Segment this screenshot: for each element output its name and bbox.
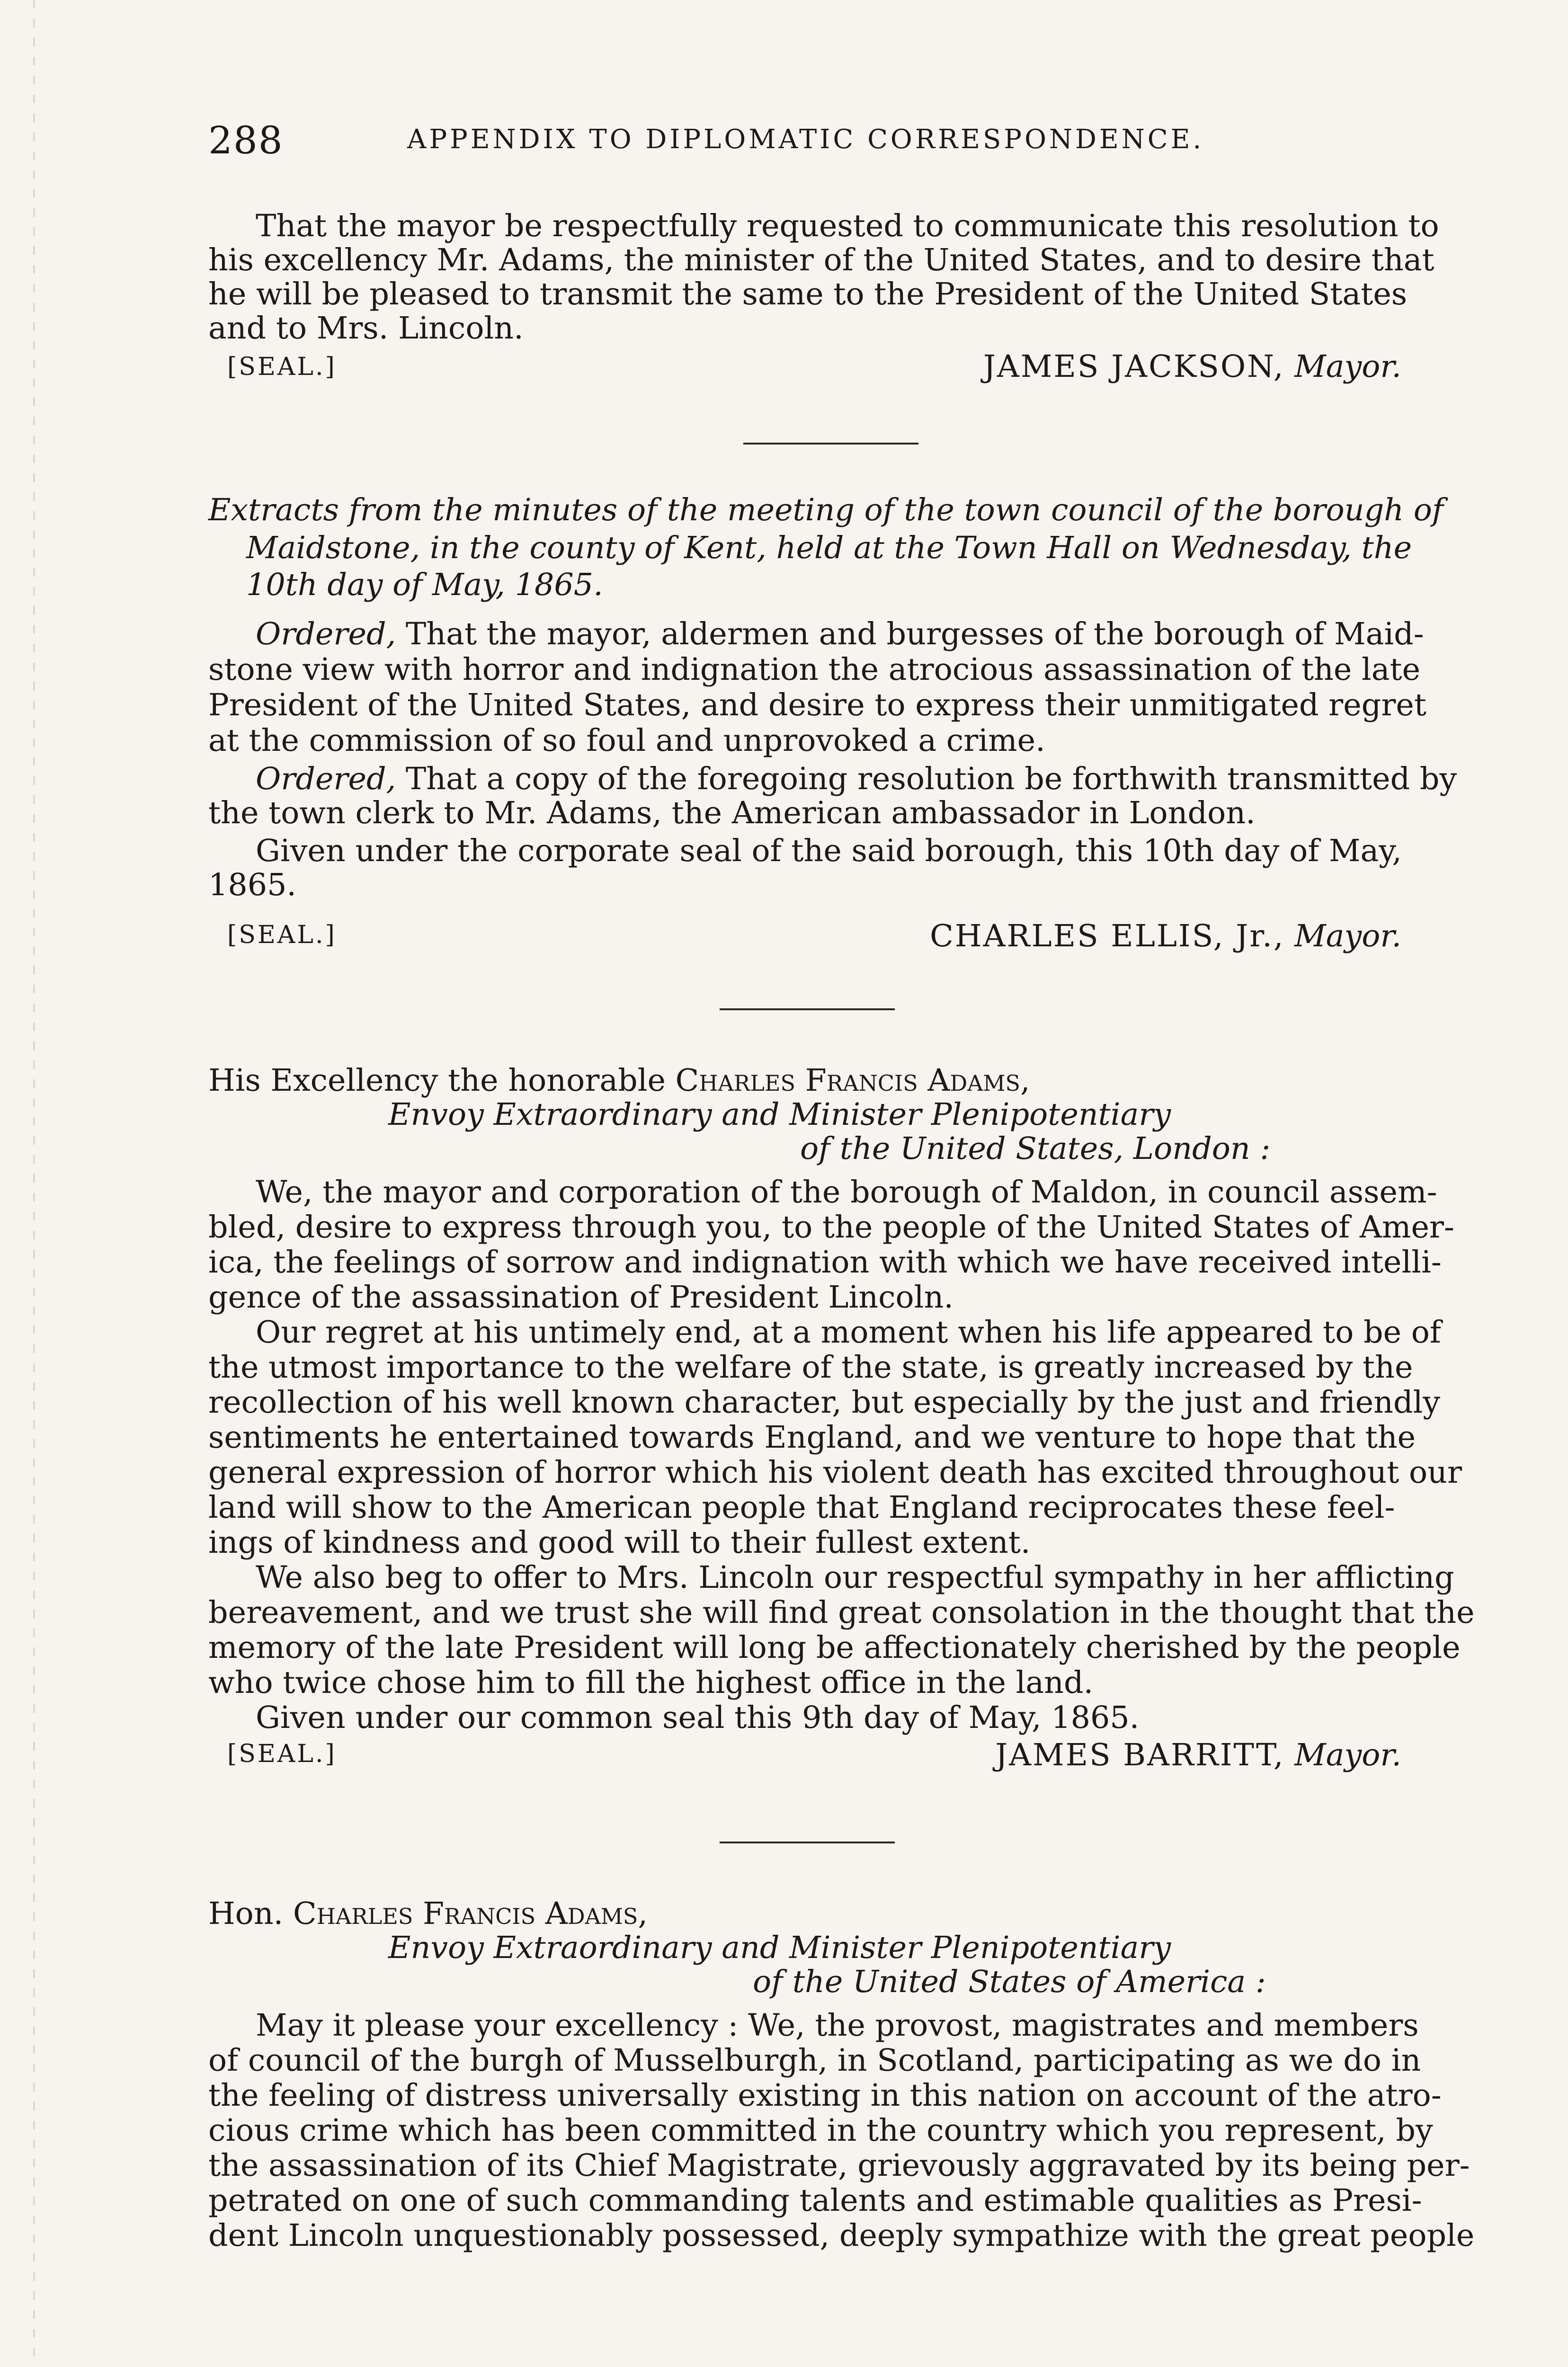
text-line: who twice chose him to fill the highest office in the land.	[208, 1665, 1094, 1700]
text-line: That the mayor be respectfully requested to communicate this resolution to	[256, 208, 1439, 244]
signature-title: Mayor.	[1294, 918, 1401, 954]
seal-mark: [SEAL.]	[227, 353, 337, 381]
signature	[983, 349, 1401, 384]
text-line: general expression of horror which his violent death has excited throughout our	[208, 1455, 1462, 1490]
text-line: petrated on one of such commanding talents and estimable qualities as Presi-	[208, 2183, 1422, 2218]
text-line: of council of the burgh of Musselburgh, in Scotland, participating as we do in	[208, 2043, 1421, 2078]
text-line: May it please your excellency : We, the provost, magistrates and members	[256, 2008, 1419, 2043]
running-head: APPENDIX TO DIPLOMATIC CORRESPONDENCE.	[407, 124, 1204, 155]
text-line: bereavement, and we trust she will find great consolation in the thought that the	[208, 1595, 1475, 1630]
address-prefix: His Excellency the honorable	[208, 1063, 676, 1098]
text-line: he will be pleased to transmit the same to the President of the United States	[208, 276, 1408, 312]
text-line: his excellency Mr. Adams, the minister of the United States, and to desire that	[208, 242, 1434, 278]
text-line: the feeling of distress universally existing in this nation on account of the atro-	[208, 2078, 1442, 2113]
ordered-paragraph-first	[256, 616, 1424, 652]
ordered-label: Ordered,	[256, 616, 396, 652]
text-line: land will show to the American people that England reciprocates these feel-	[208, 1490, 1395, 1525]
text-line: recollection of his well known character, but especially by the just and friendly	[208, 1385, 1441, 1420]
text-line: stone view with horror and indignation the atrocious assassination of the late	[208, 652, 1421, 687]
signature-name: JAMES BARRITT,	[995, 1737, 1285, 1773]
addressee-name: Charles Francis Adams,	[293, 1896, 648, 1931]
text-line: dent Lincoln unquestionably possessed, deeply sympathize with the great people	[208, 2218, 1475, 2253]
text-line: cious crime which has been committed in the country which you represent, by	[208, 2113, 1433, 2148]
address-prefix: Hon.	[208, 1896, 294, 1931]
ordered-label: Ordered,	[256, 761, 396, 797]
text-line: and to Mrs. Lincoln.	[208, 311, 524, 346]
text-line: ica, the feelings of sorrow and indignation with which we have received intelli-	[208, 1245, 1442, 1280]
text-line: We also beg to offer to Mrs. Lincoln our respectful sympathy in her afflicting	[256, 1560, 1454, 1595]
address-line: of the United States, London :	[800, 1131, 1271, 1166]
text-line: Given under our common seal this 9th day of May, 1865.	[256, 1700, 1140, 1735]
section-maldon	[208, 1063, 1475, 1785]
text-line: at the commission of so foul and unprovoked a crime.	[208, 723, 1045, 758]
signature	[995, 1737, 1401, 1773]
text-line: the assassination of its Chief Magistrate, grievously aggravated by its being per-	[208, 2148, 1470, 2183]
extract-heading-line: 10th day of May, 1865.	[246, 567, 603, 603]
address-line	[208, 1898, 648, 1929]
ordered-paragraph-first	[256, 761, 1457, 797]
section-divider	[743, 443, 918, 445]
page-number: 288	[208, 118, 284, 162]
section-jackson	[208, 208, 1439, 391]
address-line	[208, 1065, 1030, 1096]
section-maidstone	[208, 492, 1457, 968]
signature-name: CHARLES ELLIS, Jr.,	[930, 918, 1285, 954]
signature	[930, 918, 1401, 954]
page-header	[208, 118, 1439, 170]
text-line: We, the mayor and corporation of the borough of Maldon, in council assem-	[256, 1175, 1437, 1210]
text-line: the town clerk to Mr. Adams, the American ambassador in London.	[208, 795, 1256, 831]
text-line: ings of kindness and good will to their fullest extent.	[208, 1525, 1031, 1560]
address-line: Envoy Extraordinary and Minister Plenipotentiary	[388, 1097, 1171, 1132]
extract-heading-line: Extracts from the minutes of the meeting of the town council of the borough of	[208, 492, 1443, 528]
seal-mark: [SEAL.]	[227, 921, 337, 949]
seal-mark: [SEAL.]	[227, 1740, 337, 1768]
ordered-text: That a copy of the foregoing resolution be forthwith transmitted by	[396, 761, 1457, 797]
section-divider	[720, 1008, 895, 1010]
text-line: the utmost importance to the welfare of the state, is greatly increased by the	[208, 1350, 1413, 1385]
signature-title: Mayor.	[1294, 349, 1401, 384]
text-line: 1865.	[208, 867, 297, 903]
binding-gutter	[33, 0, 35, 2367]
text-line: bled, desire to express through you, to the people of the United States of Amer-	[208, 1210, 1454, 1245]
text-line: Our regret at his untimely end, at a moment when his life appeared to be of	[256, 1315, 1441, 1350]
text-line: Given under the corporate seal of the said borough, this 10th day of May,	[256, 833, 1402, 869]
text-line: gence of the assassination of President Lincoln.	[208, 1280, 953, 1315]
signature-title: Mayor.	[1294, 1737, 1401, 1773]
addressee-name: Charles Francis Adams,	[675, 1063, 1030, 1098]
text-line: sentiments he entertained towards England, and we venture to hope that the	[208, 1420, 1416, 1455]
section-divider	[720, 1842, 895, 1843]
signature-name: JAMES JACKSON,	[983, 349, 1285, 384]
text-line: memory of the late President will long be affectionately cherished by the people	[208, 1630, 1461, 1665]
section-musselburgh	[208, 1896, 1475, 2367]
extract-heading-line: Maidstone, in the county of Kent, held at the Town Hall on Wednesday, the	[246, 530, 1412, 566]
address-line: Envoy Extraordinary and Minister Plenipotentiary	[388, 1930, 1171, 1966]
ordered-text: That the mayor, aldermen and burgesses of the borough of Maid-	[396, 616, 1424, 652]
address-line: of the United States of America :	[753, 1964, 1266, 2000]
text-line: President of the United States, and desire to express their unmitigated regret	[208, 687, 1426, 723]
